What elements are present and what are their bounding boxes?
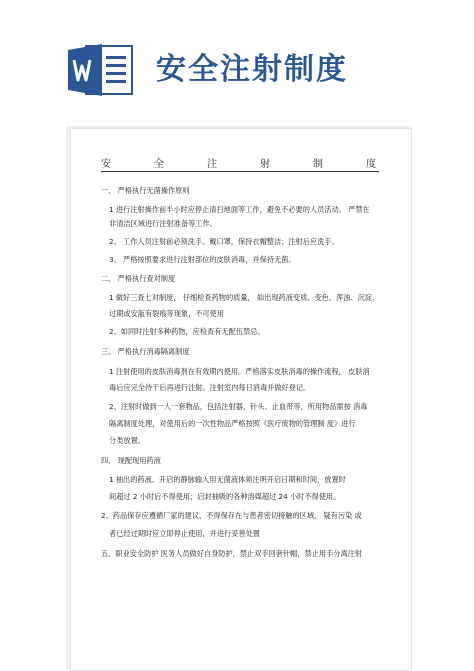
paragraph-line: 2、 工作人员注射前必须洗手、戴口罩，保持衣帽整洁；注射后应洗手。 [109, 237, 339, 246]
banner [0, 0, 474, 112]
title-char: 度 [366, 159, 376, 170]
section-heading-2: 二、 严格执行查对制度 [101, 274, 176, 283]
section-heading-4: 四、 现配现用药液 [101, 456, 161, 465]
paragraph-line: 2、药品保存应遵循厂家的建议，不得保存在与患者密切接触的区域， 疑有污染 或 [101, 511, 362, 520]
paragraph-line: 分类放置。 [109, 436, 145, 445]
paragraph-line: 者已经过期时应立即停止使用，并进行妥善处置 [109, 529, 260, 538]
paragraph-line: 间超过 2 小时后不得使用；启封抽吸的各种溶媒超过 24 小时不得使用。 [109, 492, 341, 501]
paragraph-line: 毒后应完全待干后再进行注射。注射室内每日消毒并做好登记。 [109, 383, 311, 392]
paragraph-line: 过期或安瓿有裂痕等现象，不可使用 [109, 309, 225, 318]
section-heading-3: 三、 严格执行消毒隔离制度 [101, 347, 190, 356]
document-page [70, 128, 412, 671]
title-underline [101, 171, 379, 172]
banner-title: 安全注射制度 [156, 52, 348, 87]
title-char: 注 [207, 159, 217, 170]
paragraph-line: 2、如同时注射多种药物，应检查有无配伍禁忌。 [109, 327, 265, 336]
title-char: 射 [260, 159, 270, 170]
title-char: 制 [313, 159, 323, 170]
paragraph-line: 1 进行注射操作前半小时应停止清扫地面等工作，避免不必要的人员活动。 严禁在 [109, 205, 370, 214]
paragraph-line: 1 注射使用的皮肤消毒剂在有效期内使用。严格落实皮肤消毒的操作流程， 皮肤消 [109, 367, 370, 376]
title-char: 全 [154, 159, 164, 170]
paragraph-line: 2、注射时做到一人一套物品，包括注射器、针头、止血带等，所用物品需按 消毒 [109, 402, 368, 411]
paragraph-line: 非清洁区域进行注射准备等工作。 [109, 219, 217, 228]
paragraph-line: 隔离制度处理，对使用后的一次性物品严格按照《医疗废物的管理制 度》进行 [109, 419, 356, 428]
paragraph-line: 1 抽出的药液、开启的静脉输入用无菌液体须注明开启日期和时间，放置时 [109, 475, 346, 484]
section-heading-5: 五、职业安全防护 医务人员做好自身防护，禁止双手回套针帽，禁止用手分离注射 [101, 549, 363, 558]
title-char: 安 [101, 159, 111, 170]
paragraph-line: 3、 严格按照要求进行注射部位的皮肤消毒，并保持无菌。 [109, 255, 296, 264]
paragraph-line: 1 做好三查七对制度， 仔细检查药物的质量， 如出现药液变质、变色、浑浊、沉淀、 [109, 293, 380, 302]
section-heading-1: 一、 严格执行无菌操作原则 [101, 186, 190, 195]
document-title [101, 155, 376, 170]
word-document-icon [66, 44, 136, 96]
